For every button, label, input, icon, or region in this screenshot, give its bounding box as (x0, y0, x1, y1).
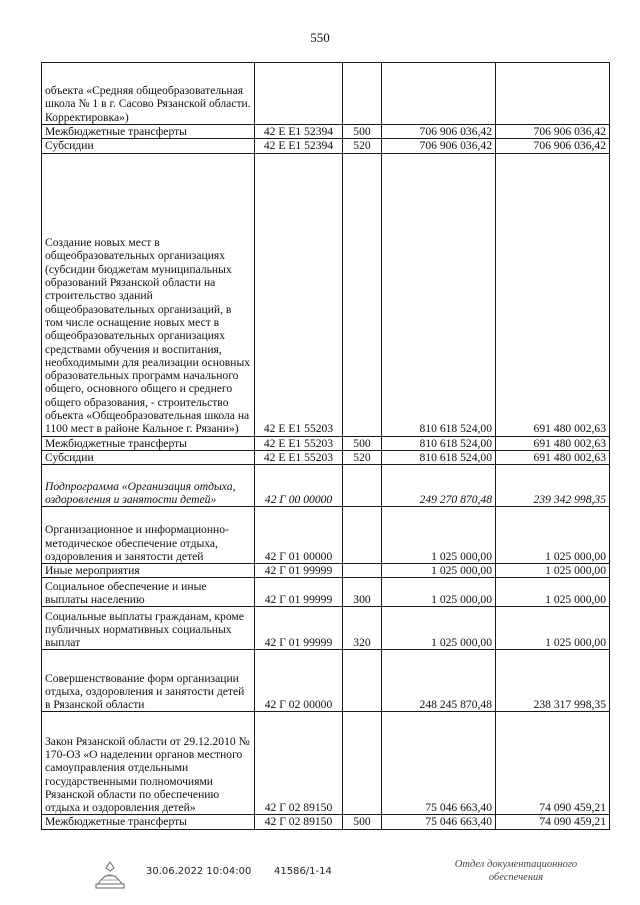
budget-table (41, 62, 610, 830)
row-code-cell: 42 E E1 55203 (255, 153, 343, 436)
row-code-cell (255, 63, 343, 125)
row-amount-2023-cell: 248 245 870,48 (382, 650, 496, 712)
row-expense-type-cell (343, 507, 382, 564)
row-expense-type-cell: 520 (343, 450, 382, 464)
row-code-cell: 42 E E1 55203 (255, 436, 343, 450)
row-code-cell: 42 E E1 52394 (255, 125, 343, 139)
row-amount-2023-cell (382, 63, 496, 125)
row-amount-2024-cell: 691 480 002,63 (496, 436, 610, 450)
row-amount-2023-cell: 1 025 000,00 (382, 607, 496, 650)
row-amount-2023-cell: 249 270 870,48 (382, 465, 496, 507)
table-row (42, 450, 610, 464)
row-name-cell: Подпрограмма «Организация отдыха, оздоровления и занятости детей» (42, 465, 255, 507)
table-row (42, 578, 610, 607)
row-amount-2023-cell: 1 025 000,00 (382, 564, 496, 578)
row-amount-2023-cell: 1 025 000,00 (382, 507, 496, 564)
row-name-cell: Межбюджетные трансферты (42, 125, 255, 139)
row-expense-type-cell (343, 650, 382, 712)
row-code-cell: 42 E E1 52394 (255, 139, 343, 153)
table-row (42, 153, 610, 436)
row-code-cell: 42 Г 00 00000 (255, 465, 343, 507)
row-code-cell: 42 Г 01 99999 (255, 564, 343, 578)
row-amount-2024-cell: 1 025 000,00 (496, 564, 610, 578)
row-amount-2023-cell: 706 906 036,42 (382, 125, 496, 139)
table-row (42, 564, 610, 578)
row-expense-type-cell (343, 712, 382, 815)
row-name-cell: объекта «Средняя общеобразовательная школа № 1 в г. Сасово Рязанской области. Корректировка») (42, 63, 255, 125)
row-name-cell: Создание новых мест в общеобразовательных организациях (субсидии бюджетам муниципальных образований Рязанской области на строительство зданий общеобразовательных организаций, в том числе оснащение новых мест в общеобразовательных организациях средствами обучения и воспитания, необходимыми для реализации основных образовательных программ начального общего, основного общего и среднего общего образования, - строительство объекта «Общеобразовательная школа на 1100 мест в районе Кальное г. Рязани») (42, 153, 255, 436)
row-expense-type-cell (343, 564, 382, 578)
row-amount-2024-cell: 74 090 459,21 (496, 712, 610, 815)
row-expense-type-cell: 500 (343, 436, 382, 450)
row-amount-2023-cell: 1 025 000,00 (382, 578, 496, 607)
row-expense-type-cell: 500 (343, 815, 382, 829)
row-name-cell: Закон Рязанской области от 29.12.2010 № 170-ОЗ «О наделении органов местного самоуправления отдельными государственными полномочиями Рязанской области по обеспечению отдыха и оздоровления детей» (42, 712, 255, 815)
row-name-cell: Субсидии (42, 139, 255, 153)
row-amount-2024-cell: 239 342 998,35 (496, 465, 610, 507)
table-row (42, 815, 610, 829)
row-expense-type-cell (343, 465, 382, 507)
row-name-cell: Социальное обеспечение и иные выплаты населению (42, 578, 255, 607)
table-row (42, 650, 610, 712)
table-row (42, 712, 610, 815)
row-amount-2024-cell: 706 906 036,42 (496, 125, 610, 139)
row-amount-2023-cell: 706 906 036,42 (382, 139, 496, 153)
row-amount-2024-cell: 1 025 000,00 (496, 507, 610, 564)
row-code-cell: 42 Г 01 00000 (255, 507, 343, 564)
row-amount-2024-cell (496, 63, 610, 125)
footer-date-time: 30.06.2022 10:04:00 (146, 866, 252, 877)
table-row (42, 607, 610, 650)
emblem-stamp-icon (92, 860, 128, 890)
row-amount-2024-cell: 691 480 002,63 (496, 450, 610, 464)
row-amount-2023-cell: 810 618 524,00 (382, 436, 496, 450)
table-row (42, 125, 610, 139)
row-code-cell: 42 Г 02 89150 (255, 815, 343, 829)
row-amount-2024-cell: 74 090 459,21 (496, 815, 610, 829)
row-code-cell: 42 Г 02 89150 (255, 712, 343, 815)
row-amount-2024-cell: 1 025 000,00 (496, 607, 610, 650)
row-name-cell: Иные мероприятия (42, 564, 255, 578)
row-code-cell: 42 E E1 55203 (255, 450, 343, 464)
row-amount-2023-cell: 810 618 524,00 (382, 153, 496, 436)
row-amount-2023-cell: 75 046 663,40 (382, 712, 496, 815)
row-name-cell: Субсидии (42, 450, 255, 464)
page-number: 550 (310, 30, 330, 45)
row-name-cell: Межбюджетные трансферты (42, 815, 255, 829)
row-code-cell: 42 Г 01 99999 (255, 607, 343, 650)
row-amount-2024-cell: 1 025 000,00 (496, 578, 610, 607)
row-amount-2024-cell: 691 480 002,63 (496, 153, 610, 436)
row-amount-2024-cell: 706 906 036,42 (496, 139, 610, 153)
row-expense-type-cell (343, 153, 382, 436)
row-expense-type-cell: 300 (343, 578, 382, 607)
row-name-cell: Социальные выплаты гражданам, кроме публичных нормативных социальных выплат (42, 607, 255, 650)
row-amount-2023-cell: 810 618 524,00 (382, 450, 496, 464)
row-expense-type-cell (343, 63, 382, 125)
row-amount-2023-cell: 75 046 663,40 (382, 815, 496, 829)
row-expense-type-cell: 500 (343, 125, 382, 139)
row-expense-type-cell: 320 (343, 607, 382, 650)
table-row (42, 63, 610, 125)
table-row (42, 436, 610, 450)
row-name-cell: Совершенствование форм организации отдыха, оздоровления и занятости детей в Рязанской области (42, 650, 255, 712)
row-code-cell: 42 Г 01 99999 (255, 578, 343, 607)
footer-doc-number: 41586/1-14 (274, 866, 332, 877)
table-row-subprogram (42, 465, 610, 507)
row-expense-type-cell: 520 (343, 139, 382, 153)
row-amount-2024-cell: 238 317 998,35 (496, 650, 610, 712)
table-row (42, 507, 610, 564)
row-name-cell: Организационное и информационно-методическое обеспечение отдыха, оздоровления и занятости детей (42, 507, 255, 564)
footer-department-stamp: Отдел документационного обеспечения (454, 859, 578, 883)
row-code-cell: 42 Г 02 00000 (255, 650, 343, 712)
table-row (42, 139, 610, 153)
row-name-cell: Межбюджетные трансферты (42, 436, 255, 450)
